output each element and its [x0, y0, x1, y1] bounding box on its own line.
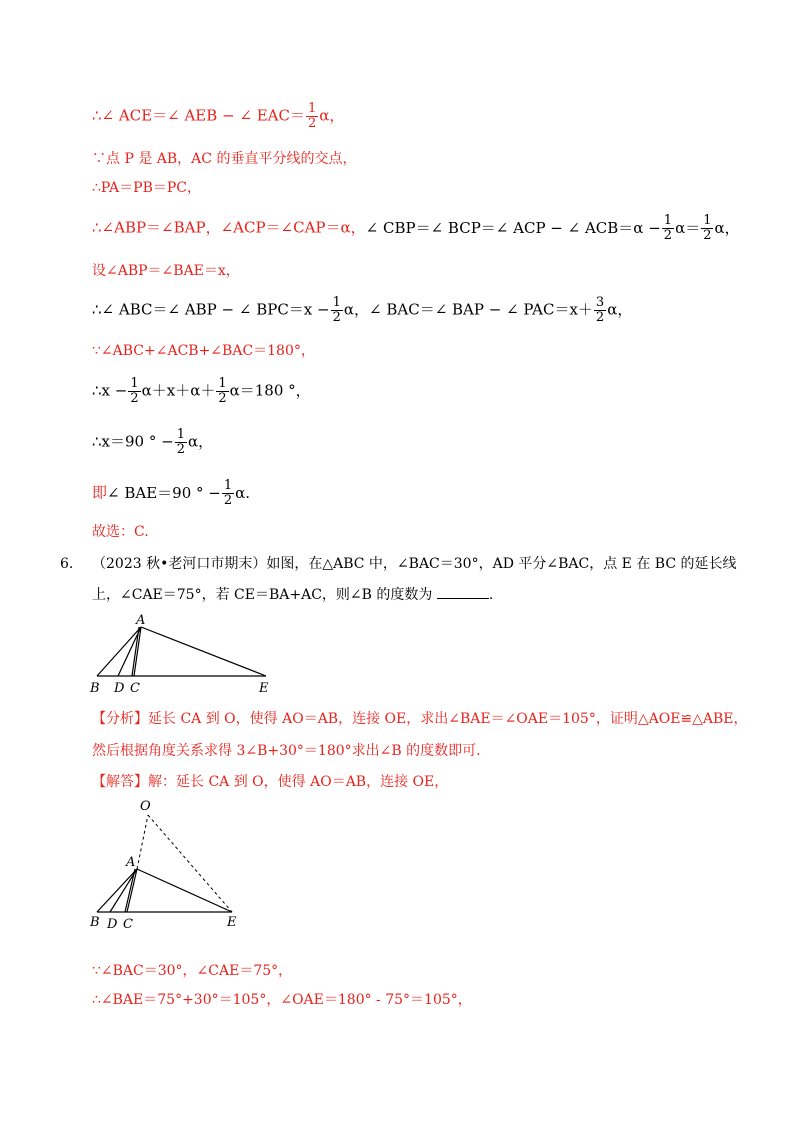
equation-text: ∴∠ ABC＝∠ ABP − ∠ BPC＝x − [92, 300, 330, 319]
analysis-line-2: 然后根据角度关系求得 3∠B+30°＝180°求出∠B 的度数即可. [92, 743, 481, 759]
figure-1-label-B: B [90, 681, 100, 696]
figure-1-label-A: A [136, 613, 146, 628]
fraction: $\frac{1}{2}$ [332, 295, 341, 325]
solution-step-3: ∴PA＝PB＝PC， [92, 180, 201, 196]
equation-text: α，∠ BAC＝∠ BAP − ∠ PAC＝x＋ [343, 300, 593, 319]
fraction: $\frac{1}{2}$ [218, 376, 227, 406]
analysis-line-1: 【分析】延长 CA 到 O，使得 AO＝AB，连接 OE，求出∠BAE＝∠OAE＝105°，证明△AOE≌△ABE， [92, 711, 748, 727]
figure-1-lines [97, 627, 266, 676]
question-text-line1: （2023 秋•老河口市期末）如图，在△ABC 中，∠BAC＝30°，AD 平分∠BAC，点 E 在 BC 的延长线 [92, 556, 737, 572]
solution-step-2: ∵点 P 是 AB，AC 的垂直平分线的交点， [92, 151, 357, 167]
equation-text: ∴x − [92, 381, 128, 400]
equation-text: ∠ CBP＝∠ BCP＝∠ ACP − ∠ ACB＝α − $\frac{1}{2}$ α＝ $\frac{1}{2}$ α， [365, 213, 740, 243]
figure-2-label-E: E [227, 915, 237, 930]
question-text: . [488, 587, 494, 603]
fraction: $\frac{1}{2}$ [307, 101, 317, 131]
figure-1-label-D: D [114, 681, 125, 696]
equation-text: ∠ BAE＝90 ° − $\frac{1}{2}$ α. [107, 478, 251, 508]
solution-line-1: ∵∠BAC＝30°，∠CAE＝75°， [92, 963, 293, 979]
equation-text: ∴x＝90 ° − [92, 432, 174, 451]
equation-text: ∴∠ ACE＝∠ AEB − ∠ EAC＝ [92, 106, 305, 125]
figure-2-label-O: O [140, 799, 151, 814]
question-text: 上，∠CAE＝75°，若 CE＝BA+AC，则∠B 的度数为 [92, 587, 433, 603]
answer-choice: 故选：C. [92, 524, 149, 540]
fraction: $\frac{3}{2}$ [595, 295, 605, 325]
fraction: $\frac{1}{2}$ [130, 376, 139, 406]
figure-1-label-C: C [130, 681, 140, 696]
figure-1-label-E: E [259, 681, 269, 696]
figure-2-label-D: D [107, 917, 118, 932]
figure-2-label-A: A [126, 855, 136, 870]
equation-text: α＋x＋α＋ [141, 381, 216, 400]
solution-step-7: ∵∠ABC+∠ACB+∠BAC＝180°， [92, 343, 315, 359]
triangle-figure-2 [89, 799, 237, 932]
fraction: $\frac{1}{2}$ [223, 478, 233, 508]
solution-step-5: 设∠ABP＝∠BAE＝x， [92, 263, 240, 279]
fraction: $\frac{1}{2}$ [703, 213, 712, 243]
equation-text: α， [319, 106, 345, 125]
equation-text: 即 [92, 483, 108, 502]
fraction: $\frac{1}{2}$ [176, 427, 185, 457]
equation-text: α， [607, 300, 633, 319]
answer-line-1: 【解答】解：延长 CA 到 O，使得 AO＝AB，连接 OE， [92, 774, 449, 790]
equation-text: α， [187, 432, 214, 451]
equation-text: ∴∠ABP＝∠BAP，∠ACP＝∠CAP＝α， [92, 218, 366, 237]
fraction: $\frac{1}{2}$ [663, 213, 673, 243]
figure-2-label-C: C [123, 917, 133, 932]
figure-2-label-B: B [90, 915, 100, 930]
solution-line-2: ∴∠BAE＝75°+30°＝105°，∠OAE＝180° - 75°＝105°， [92, 992, 472, 1008]
question-number: 6． [60, 556, 83, 572]
equation-text: α＝180 °， [229, 381, 311, 400]
